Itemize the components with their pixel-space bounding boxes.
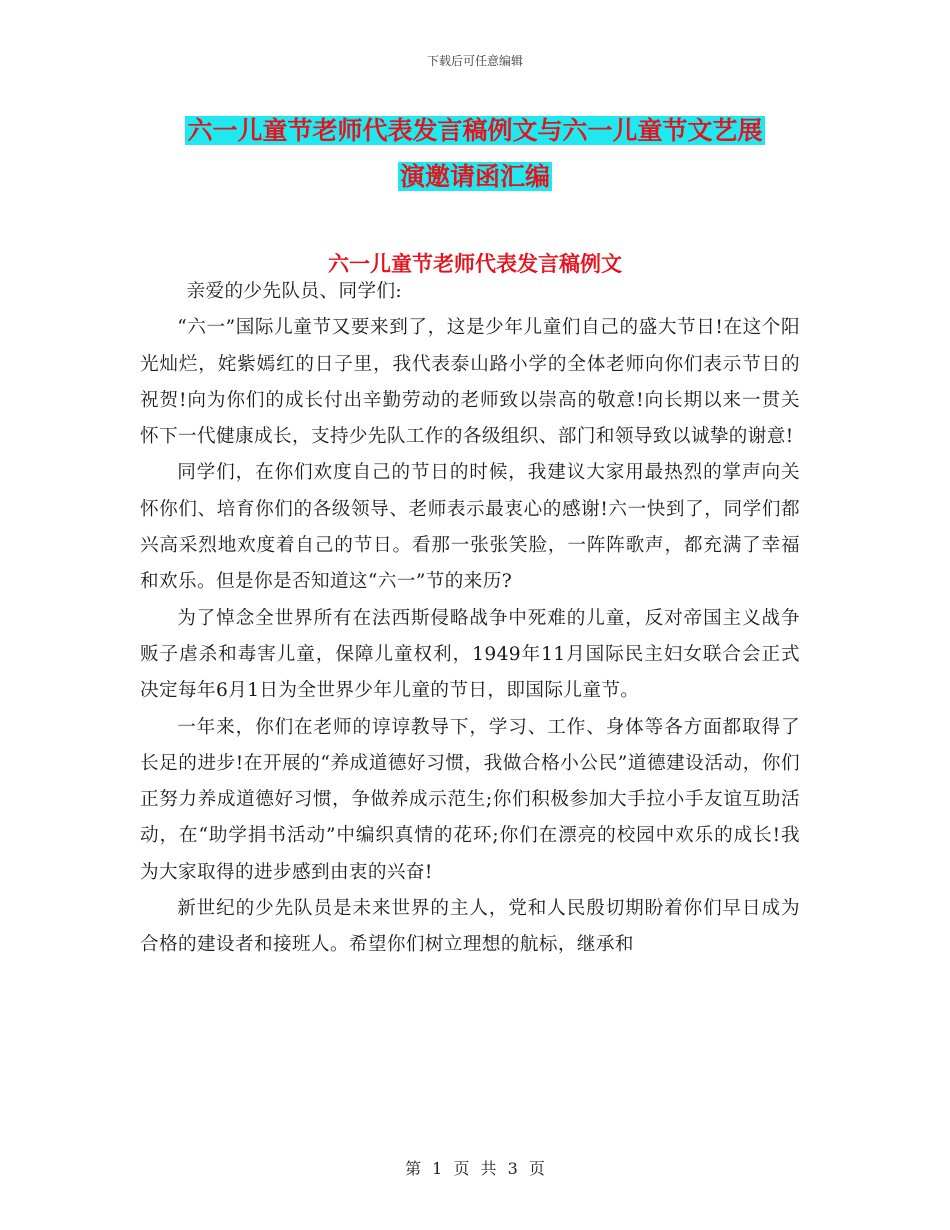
body-text xyxy=(140,274,800,964)
body-paragraph: 新世纪的少先队员是未来世界的主人，党和人民殷切期盼着你们早日成为合格的建设者和接班人。希望你们树立理想的航标，继承和 xyxy=(140,898,800,956)
salutation-paragraph: 亲爱的少先队员、同学们: xyxy=(186,281,403,302)
title-line-2: 演邀请函汇编 xyxy=(399,162,550,191)
title-line-1: 六一儿童节老师代表发言稿例文与六一儿童节文艺展 xyxy=(187,116,763,145)
page-footer: 第 1 页 共 3 页 xyxy=(405,1159,545,1178)
section-title: 六一儿童节老师代表发言稿例文 xyxy=(328,252,622,276)
document-title xyxy=(120,108,830,200)
body-paragraph: “六一”国际儿童节又要来到了，这是少年儿童们自己的盛大节日!在这个阳光灿烂，姹紫嫣红的日子里，我代表泰山路小学的全体老师向你们表示节日的祝贺!向为你们的成长付出辛勤劳动的老师致以崇高的敬意!向长期以来一贯关怀下一代健康成长，支持少先队工作的各级组织、部门和领导致以诚挚的谢意! xyxy=(140,317,800,448)
body-paragraph: 一年来，你们在老师的谆谆教导下，学习、工作、身体等各方面都取得了长足的进步!在开展的“养成道德好习惯，我做合格小公民”道德建设活动，你们正努力养成道德好习惯，争做养成示范生;你们积极参加大手拉小手友谊互助活动，在“助学捐书活动”中编织真情的花环;你们在漂亮的校园中欢乐的成长!我为大家取得的进步感到由衷的兴奋! xyxy=(140,716,800,883)
body-paragraph: 同学们，在你们欢度自己的节日的时候，我建议大家用最热烈的掌声向关怀你们、培育你们的各级领导、老师表示最衷心的感谢!六一快到了，同学们都兴高采烈地欢度着自己的节日。看那一张张笑脸，一阵阵歌声，都充满了幸福和欢乐。但是你是否知道这“六一”节的来历? xyxy=(140,462,800,593)
header-note: 下载后可任意编辑 xyxy=(426,54,523,68)
body-paragraph: 为了悼念全世界所有在法西斯侵略战争中死难的儿童，反对帝国主义战争贩子虐杀和毒害儿童，保障儿童权利，1949年11月国际民主妇女联合会正式决定每年6月1日为全世界少年儿童的节日，即国际儿童节。 xyxy=(140,607,800,702)
